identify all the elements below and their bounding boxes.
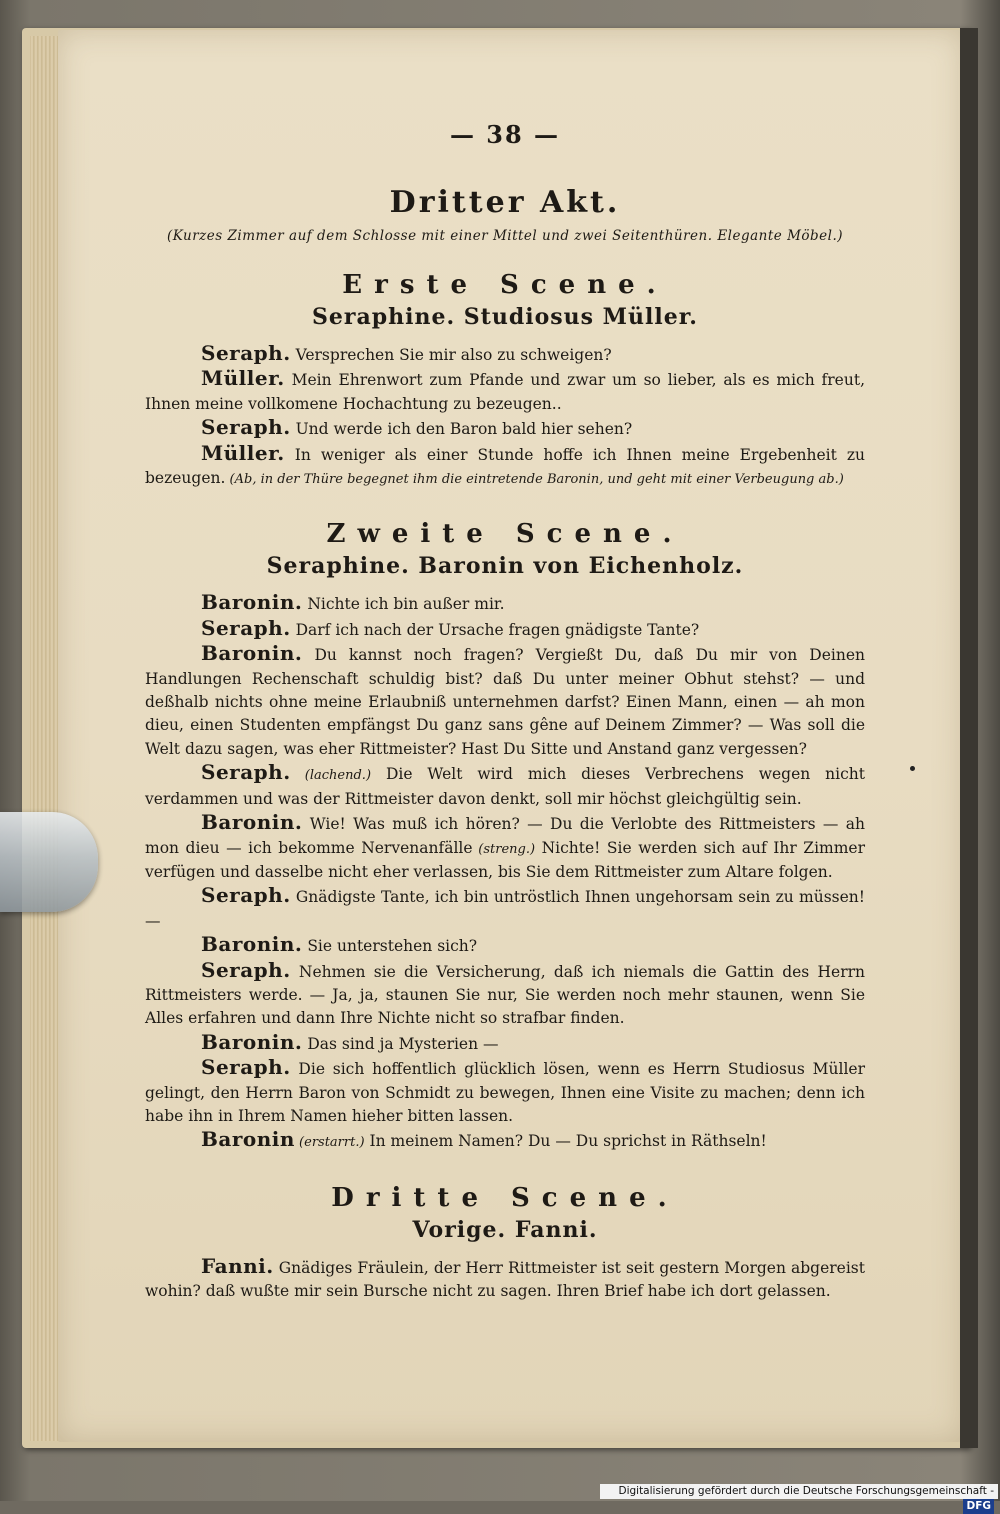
line-text: In weniger als einer Stunde hoffe ich Ihnen meine Ergebenheit zu bezeugen.	[145, 445, 865, 488]
dialogue-line	[145, 933, 865, 958]
speaker: Seraph.	[201, 615, 291, 640]
dialogue-line	[145, 1255, 865, 1304]
line-text: Gnädigste Tante, ich bin untröstlich Ihnen ungehorsam sein zu müssen! —	[145, 888, 865, 930]
scene-title: Zweite Scene.	[326, 519, 684, 550]
page-edges	[30, 36, 60, 1441]
line-text: Du kannst noch fragen? Vergießt Du, daß Du mir von Deinen Handlungen Rechenschaft schuldig bist? daß Du unter meiner Obhut stehst? — und deßhalb nichts ohne meine Erlaubniß unternehmen darfst? Einen Mann, einen — ah mon dieu, einen Studenten empfängst Du ganz sans gêne auf Deinem Zimmer? — Was soll die Welt dazu sagen, was eher Rittmeister? Hast Du Sitte und Anstand ganz vergessen?	[145, 646, 865, 758]
speaker: Seraph.	[201, 760, 291, 785]
page-clip	[0, 812, 98, 912]
scene-cast: Seraphine. Baronin von Eichenholz.	[266, 553, 744, 580]
dfg-logo: DFG	[963, 1499, 994, 1514]
speaker: Baronin.	[201, 641, 303, 666]
line-text: Nichte ich bin außer mir.	[302, 595, 505, 614]
stage-note: (erstarrt.)	[294, 1135, 365, 1151]
line-text: Nehmen sie die Versicherung, daß ich niemals die Gattin des Herrn Rittmeisters werde. — Ja, ja, staunen Sie nur, Sie werden noch mehr staunen, wenn Sie Alles erfahren und dann Ihre Nichte nicht so strafbar finden.	[145, 962, 865, 1028]
speaker: Seraph.	[201, 957, 291, 982]
speaker: Seraph.	[201, 883, 291, 908]
speaker: Müller.	[201, 366, 285, 391]
line-text: Mein Ehrenwort zum Pfande und zwar um so lieber, als es mich freut, Ihnen meine vollkomene Hochachtung zu bezeugen..	[145, 371, 865, 413]
page-text	[145, 120, 865, 1304]
scene-title: Erste Scene.	[342, 270, 668, 300]
scene-cast: Vorige. Fanni.	[412, 1216, 598, 1243]
speaker: Fanni.	[201, 1253, 274, 1278]
speaker: Baronin.	[201, 932, 303, 957]
dialogue-line	[145, 591, 865, 616]
digitization-footer	[600, 1484, 998, 1512]
stage-direction: (Kurzes Zimmer auf dem Schlosse mit einer Mittel und zwei Seitenthüren. Elegante Möbel.)	[166, 228, 844, 244]
line-text: Die Welt wird mich dieses Verbrechens wegen nicht verdammen und was der Rittmeister davon denkt, soll mir höchst gleichgültig sein.	[145, 765, 865, 808]
speaker: Baronin.	[201, 590, 303, 615]
stage-note: (Ab, in der Thüre begegnet ihm die eintretende Baronin, und geht mit einer Verbeugung ab.)	[225, 472, 844, 488]
ink-spot	[910, 766, 915, 771]
dialogue-line	[145, 416, 865, 441]
line-text-continued: Nichte! Sie werden sich auf Ihr Zimmer verfügen und dasselbe nicht eher verlassen, bis Sie dem Rittmeister zum Altare folgen.	[145, 838, 866, 881]
speaker: Seraph.	[201, 415, 291, 440]
dialogue-line	[145, 1056, 865, 1128]
scene-cast: Seraphine. Studiosus Müller.	[312, 304, 698, 330]
speaker: Baronin.	[201, 1029, 303, 1054]
act-title: Dritter Akt.	[389, 185, 621, 220]
line-text: Das sind ja Mysterien —	[302, 1034, 499, 1053]
dialogue-line	[145, 1031, 865, 1056]
scene-2	[145, 519, 865, 1154]
dialogue-line	[145, 367, 865, 416]
speaker: Seraph.	[201, 1055, 291, 1080]
line-text: Darf ich nach der Ursache fragen gnädigste Tante?	[290, 620, 700, 639]
dialogue-line	[145, 642, 865, 761]
dialogue-line	[145, 342, 865, 367]
speaker: Baronin.	[201, 810, 303, 835]
dialogue-line	[145, 761, 865, 811]
footer-text: Digitalisierung gefördert durch die Deutsche Forschungsgemeinschaft -	[618, 1485, 994, 1497]
dialogue-line	[145, 617, 865, 642]
page-number: — 38 —	[449, 120, 561, 149]
speaker: Seraph.	[201, 341, 291, 365]
scene-title: Dritte Scene.	[331, 1182, 679, 1213]
scene-3	[145, 1183, 865, 1304]
scene-1	[145, 270, 865, 491]
dialogue-line	[145, 442, 865, 492]
dialogue-line	[145, 1128, 865, 1154]
dialogue-line	[145, 959, 865, 1031]
speaker: Müller.	[201, 440, 285, 465]
binding-shadow	[960, 28, 978, 1448]
line-text: Die sich hoffentlich glücklich lösen, wenn es Herrn Studiosus Müller gelingt, den Herrn Baron von Schmidt zu bewegen, Ihnen eine Visite zu machen; denn ich habe ihn in Ihrem Namen hieher bitten lassen.	[145, 1060, 865, 1125]
line-text: Versprechen Sie mir also zu schweigen?	[290, 346, 612, 364]
dialogue-line	[145, 811, 865, 884]
line-text: Und werde ich den Baron bald hier sehen?	[290, 420, 633, 439]
line-text: In meinem Namen? Du — Du sprichst in Räthseln!	[364, 1132, 767, 1151]
line-text: Sie unterstehen sich?	[302, 937, 478, 956]
speaker: Baronin	[201, 1127, 295, 1152]
line-text: Wie! Was muß ich hören? — Du die Verlobte des Rittmeisters — ah mon dieu — ich bekomme Nervenanfälle	[145, 815, 865, 857]
line-text: Gnädiges Fräulein, der Herr Rittmeister ist seit gestern Morgen abgereist wohin? daß wußte mir sein Bursche nicht zu sagen. Ihren Brief habe ich dort gelassen.	[145, 1258, 865, 1301]
dialogue-line	[145, 884, 865, 933]
stage-note: (lachend.)	[290, 768, 372, 784]
stage-note: (streng.)	[472, 841, 536, 857]
